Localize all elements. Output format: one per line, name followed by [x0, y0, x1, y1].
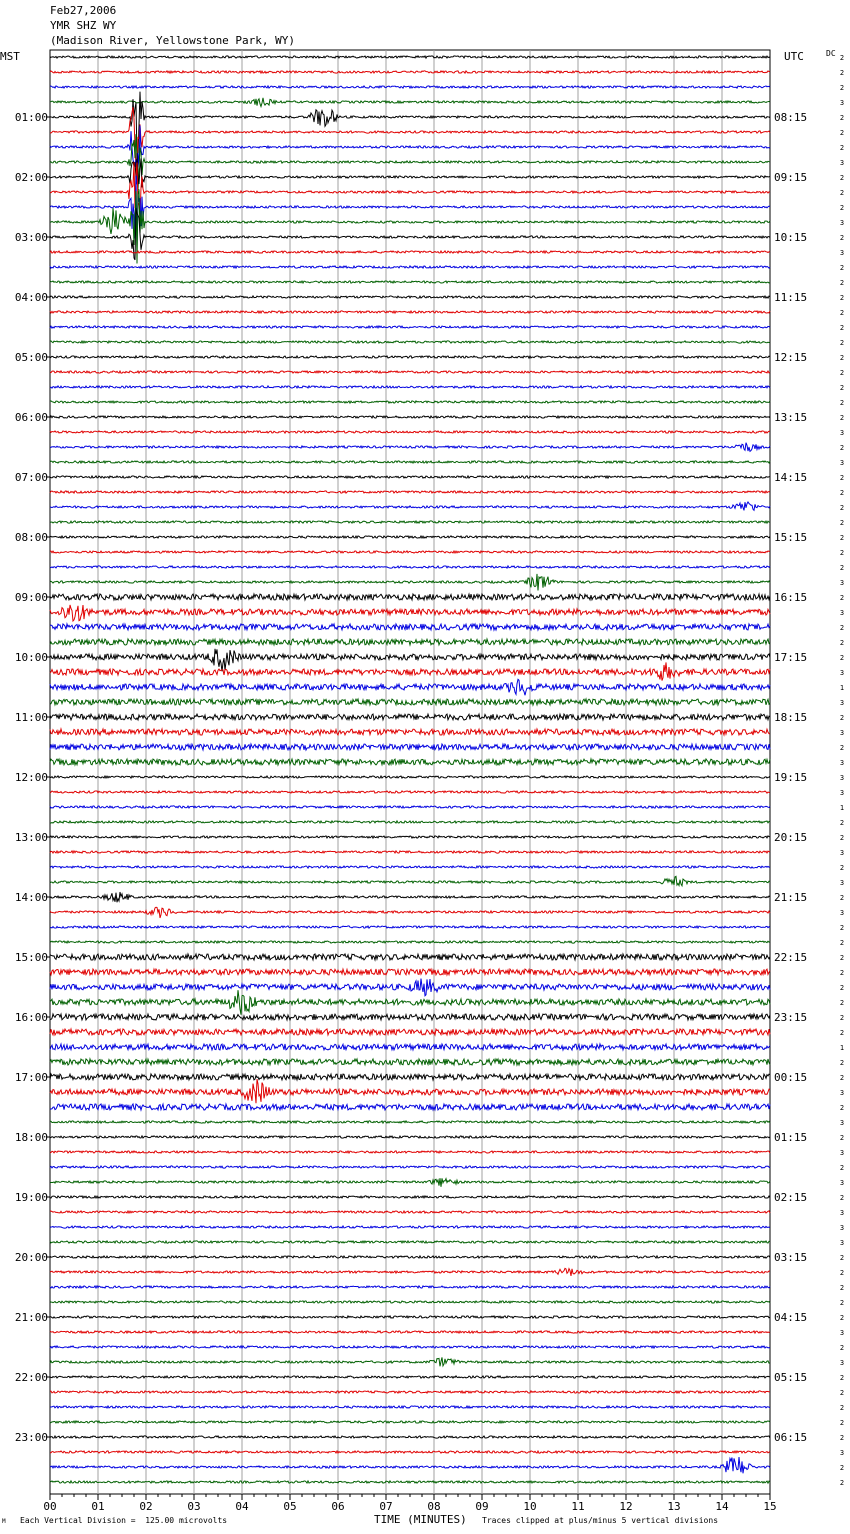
- trace-line: [50, 401, 770, 403]
- left-hour-label: 09:00: [14, 591, 48, 604]
- left-hour-label: 04:00: [14, 291, 48, 304]
- dc-value-label: 2: [839, 1419, 845, 1427]
- right-hour-label: 10:15: [774, 231, 808, 244]
- x-tick-label: 14: [715, 1500, 729, 1513]
- right-timezone-label: UTC: [784, 50, 804, 63]
- right-hour-label: 11:15: [774, 291, 808, 304]
- dc-value-label: 2: [839, 504, 845, 512]
- dc-value-label: 2: [839, 234, 845, 242]
- right-hour-label: 19:15: [774, 771, 808, 784]
- trace-line: [50, 574, 770, 591]
- dc-value-label: 2: [839, 744, 845, 752]
- right-hour-label: 20:15: [774, 831, 808, 844]
- trace-line: [50, 1481, 770, 1483]
- trace-line: [50, 1346, 770, 1348]
- dc-value-label: 2: [839, 84, 845, 92]
- dc-value-label: 3: [839, 909, 845, 917]
- x-tick-label: 04: [235, 1500, 249, 1513]
- right-hour-label: 12:15: [774, 351, 808, 364]
- dc-value-label: 2: [839, 204, 845, 212]
- dc-value-label: 2: [839, 999, 845, 1007]
- trace-line: [50, 594, 770, 600]
- right-hour-label: 23:15: [774, 1011, 808, 1024]
- trace-line: [50, 536, 770, 538]
- header-station: YMR SHZ WY: [50, 19, 117, 32]
- dc-value-label: 3: [839, 609, 845, 617]
- left-hour-label: 15:00: [14, 951, 48, 964]
- left-hour-label: 13:00: [14, 831, 48, 844]
- dc-value-label: 3: [839, 1209, 845, 1217]
- trace-line: [50, 729, 770, 735]
- right-hour-label: 15:15: [774, 531, 808, 544]
- dc-value-label: 2: [839, 1299, 845, 1307]
- trace-line: [50, 662, 770, 680]
- dc-value-label: 2: [839, 294, 845, 302]
- right-hour-label: 01:15: [774, 1131, 808, 1144]
- trace-line: [50, 86, 770, 88]
- x-tick-label: 05: [283, 1500, 297, 1513]
- trace-line: [50, 1014, 770, 1020]
- left-hour-label: 11:00: [14, 711, 48, 724]
- trace-line: [50, 1044, 770, 1050]
- dc-value-label: 2: [839, 924, 845, 932]
- x-tick-label: 00: [43, 1500, 57, 1513]
- right-hour-label: 16:15: [774, 591, 808, 604]
- x-tick-label: 06: [331, 1500, 345, 1513]
- trace-line: [50, 979, 770, 996]
- trace-line: [50, 356, 770, 358]
- right-hour-label: 18:15: [774, 711, 808, 724]
- trace-line: [50, 56, 770, 58]
- left-hour-label: 02:00: [14, 171, 48, 184]
- trace-line: [50, 714, 770, 720]
- dc-value-label: 3: [839, 1149, 845, 1157]
- dc-value-label: 3: [839, 669, 845, 677]
- dc-value-label: 2: [839, 1059, 845, 1067]
- trace-line: [50, 521, 770, 523]
- right-hour-label: 08:15: [774, 111, 808, 124]
- dc-value-label: 3: [839, 1239, 845, 1247]
- x-tick-label: 15: [763, 1500, 777, 1513]
- trace-line: [50, 1357, 770, 1366]
- right-hour-label: 14:15: [774, 471, 808, 484]
- dc-value-label: 2: [839, 369, 845, 377]
- right-hour-label: 03:15: [774, 1251, 808, 1264]
- trace-line: [50, 1196, 770, 1198]
- header-location: (Madison River, Yellowstone Park, WY): [50, 34, 296, 47]
- left-hour-label: 23:00: [14, 1431, 48, 1444]
- dc-value-label: 2: [839, 969, 845, 977]
- left-hour-label: 21:00: [14, 1311, 48, 1324]
- dc-value-label: 2: [839, 1254, 845, 1262]
- right-hour-label: 00:15: [774, 1071, 808, 1084]
- dc-value-label: 2: [839, 1104, 845, 1112]
- trace-line: [50, 1166, 770, 1168]
- x-tick-label: 01: [91, 1500, 105, 1513]
- trace-line: [50, 679, 770, 695]
- right-hour-label: 04:15: [774, 1311, 808, 1324]
- trace-line: [50, 326, 770, 328]
- dc-value-label: 2: [839, 444, 845, 452]
- dc-value-label: 3: [839, 1449, 845, 1457]
- left-hour-label: 07:00: [14, 471, 48, 484]
- trace-line: [50, 776, 770, 778]
- dc-value-label: 3: [839, 159, 845, 167]
- trace-line: [50, 699, 770, 705]
- dc-value-label: 2: [839, 1194, 845, 1202]
- dc-value-label: 2: [839, 279, 845, 287]
- trace-line: [50, 605, 770, 621]
- trace-line: [50, 821, 770, 823]
- trace-line: [50, 443, 770, 452]
- trace-line: [50, 907, 770, 918]
- trace-line: [50, 806, 770, 808]
- trace-line: [50, 990, 770, 1015]
- trace-line: [50, 926, 770, 928]
- dc-value-label: 2: [839, 69, 845, 77]
- dc-label: DC: [826, 49, 836, 58]
- trace-line: [50, 1136, 770, 1138]
- x-tick-label: 11: [571, 1500, 585, 1513]
- dc-value-label: 2: [839, 1284, 845, 1292]
- trace-line: [50, 1029, 770, 1035]
- dc-value-label: 1: [839, 804, 845, 812]
- dc-value-label: 3: [839, 774, 845, 782]
- right-hour-label: 13:15: [774, 411, 808, 424]
- trace-line: [50, 876, 770, 886]
- trace-line: [50, 1331, 770, 1333]
- dc-value-label: 2: [839, 1344, 845, 1352]
- dc-value-label: 1: [839, 684, 845, 692]
- trace-line: [50, 1286, 770, 1288]
- trace-line: [50, 98, 770, 107]
- trace-line: [50, 1301, 770, 1303]
- trace-line: [50, 296, 770, 298]
- trace-line: [50, 1451, 770, 1453]
- left-hour-label: 18:00: [14, 1131, 48, 1144]
- dc-value-label: 2: [839, 324, 845, 332]
- dc-value-label: 3: [839, 1089, 845, 1097]
- trace-line: [50, 311, 770, 313]
- trace-line: [50, 476, 770, 478]
- left-hour-label: 16:00: [14, 1011, 48, 1024]
- dc-value-label: 3: [839, 729, 845, 737]
- dc-value-label: 3: [839, 759, 845, 767]
- dc-value-label: 3: [839, 579, 845, 587]
- right-hour-label: 21:15: [774, 891, 808, 904]
- left-hour-label: 17:00: [14, 1071, 48, 1084]
- trace-line: [50, 624, 770, 630]
- x-tick-label: 09: [475, 1500, 489, 1513]
- trace-line: [50, 1241, 770, 1243]
- trace-line: [50, 71, 770, 73]
- dc-value-label: 2: [839, 984, 845, 992]
- dc-value-label: 2: [839, 144, 845, 152]
- dc-value-label: 2: [839, 1314, 845, 1322]
- dc-value-label: 2: [839, 414, 845, 422]
- dc-value-label: 3: [839, 1359, 845, 1367]
- right-hour-label: 22:15: [774, 951, 808, 964]
- trace-line: [50, 566, 770, 568]
- dc-value-label: 2: [839, 564, 845, 572]
- dc-value-label: 2: [839, 309, 845, 317]
- dc-value-label: 3: [839, 429, 845, 437]
- x-tick-label: 02: [139, 1500, 153, 1513]
- dc-value-label: 2: [839, 489, 845, 497]
- left-hour-label: 05:00: [14, 351, 48, 364]
- dc-value-label: 2: [839, 1074, 845, 1082]
- footer-mark: M: [2, 1518, 6, 1525]
- trace-line: [50, 371, 770, 373]
- dc-value-label: 3: [839, 699, 845, 707]
- trace-line: [50, 1104, 770, 1110]
- dc-value-label: 3: [839, 879, 845, 887]
- trace-line: [50, 1151, 770, 1153]
- trace-line: [50, 1256, 770, 1258]
- trace-line: [50, 491, 770, 493]
- trace-line: [50, 1226, 770, 1228]
- dc-value-label: 2: [839, 819, 845, 827]
- left-hour-label: 20:00: [14, 1251, 48, 1264]
- dc-value-label: 1: [839, 1044, 845, 1052]
- footer-scale: Each Vertical Division = 125.00 microvolts: [20, 1516, 228, 1525]
- dc-value-label: 2: [839, 654, 845, 662]
- dc-value-label: 2: [839, 1014, 845, 1022]
- dc-value-label: 2: [839, 834, 845, 842]
- right-hour-label: 06:15: [774, 1431, 808, 1444]
- dc-value-label: 2: [839, 1389, 845, 1397]
- trace-line: [50, 162, 770, 217]
- dc-value-label: 2: [839, 1269, 845, 1277]
- dc-value-label: 2: [839, 264, 845, 272]
- trace-line: [50, 1376, 770, 1378]
- dc-value-label: 2: [839, 354, 845, 362]
- dc-value-label: 2: [839, 1479, 845, 1487]
- header-date: Feb27,2006: [50, 4, 117, 17]
- left-hour-label: 03:00: [14, 231, 48, 244]
- x-tick-label: 10: [523, 1500, 537, 1513]
- trace-line: [50, 502, 770, 510]
- trace-line: [50, 1436, 770, 1438]
- left-timezone-label: MST: [0, 50, 20, 63]
- trace-line: [50, 1391, 770, 1393]
- dc-value-label: 3: [839, 849, 845, 857]
- dc-value-label: 2: [839, 939, 845, 947]
- left-hour-label: 19:00: [14, 1191, 48, 1204]
- dc-value-label: 2: [839, 639, 845, 647]
- trace-line: [50, 266, 770, 268]
- right-hour-label: 09:15: [774, 171, 808, 184]
- footer-clip-note: Traces clipped at plus/minus 5 vertical divisions: [482, 1516, 719, 1525]
- trace-line: [50, 134, 770, 190]
- dc-value-label: 2: [839, 1464, 845, 1472]
- dc-value-label: 2: [839, 1374, 845, 1382]
- dc-value-label: 3: [839, 789, 845, 797]
- trace-line: [50, 941, 770, 943]
- trace-line: [50, 386, 770, 388]
- dc-value-label: 2: [839, 894, 845, 902]
- dc-value-label: 2: [839, 474, 845, 482]
- dc-value-label: 2: [839, 399, 845, 407]
- dc-value-label: 2: [839, 549, 845, 557]
- dc-value-label: 3: [839, 459, 845, 467]
- dc-value-label: 3: [839, 1224, 845, 1232]
- dc-value-label: 2: [839, 1134, 845, 1142]
- left-hour-label: 01:00: [14, 111, 48, 124]
- x-tick-label: 08: [427, 1500, 441, 1513]
- left-hour-label: 12:00: [14, 771, 48, 784]
- left-hour-label: 08:00: [14, 531, 48, 544]
- dc-value-label: 2: [839, 114, 845, 122]
- dc-value-label: 3: [839, 249, 845, 257]
- trace-line: [50, 836, 770, 838]
- dc-value-label: 3: [839, 99, 845, 107]
- dc-value-label: 2: [839, 534, 845, 542]
- trace-line: [50, 1079, 770, 1103]
- trace-line: [50, 1211, 770, 1213]
- trace-line: [50, 551, 770, 553]
- trace-line: [50, 431, 770, 433]
- dc-value-label: 2: [839, 594, 845, 602]
- trace-line: [50, 969, 770, 975]
- trace-line: [50, 153, 770, 187]
- trace-line: [50, 639, 770, 645]
- dc-value-label: 2: [839, 129, 845, 137]
- trace-line: [50, 649, 770, 672]
- dc-value-label: 2: [839, 1164, 845, 1172]
- trace-line: [50, 1178, 770, 1187]
- trace-line: [50, 1457, 770, 1473]
- left-hour-label: 14:00: [14, 891, 48, 904]
- right-hour-label: 05:15: [774, 1371, 808, 1384]
- dc-value-label: 2: [839, 1404, 845, 1412]
- dc-value-label: 2: [839, 519, 845, 527]
- dc-value-label: 2: [839, 624, 845, 632]
- right-hour-label: 02:15: [774, 1191, 808, 1204]
- trace-line: [50, 892, 770, 902]
- dc-value-label: 2: [839, 384, 845, 392]
- dc-value-label: 3: [839, 1179, 845, 1187]
- trace-line: [50, 1121, 770, 1123]
- x-axis-title: TIME (MINUTES): [374, 1513, 467, 1526]
- trace-line: [50, 1059, 770, 1065]
- dc-value-label: 2: [839, 189, 845, 197]
- dc-value-label: 2: [839, 1029, 845, 1037]
- left-hour-label: 10:00: [14, 651, 48, 664]
- trace-line: [50, 1406, 770, 1408]
- dc-value-label: 2: [839, 1434, 845, 1442]
- dc-value-label: 2: [839, 714, 845, 722]
- dc-value-label: 2: [839, 864, 845, 872]
- right-hour-label: 17:15: [774, 651, 808, 664]
- trace-line: [50, 759, 770, 765]
- trace-line: [50, 744, 770, 750]
- x-tick-label: 13: [667, 1500, 681, 1513]
- left-hour-label: 06:00: [14, 411, 48, 424]
- dc-value-label: 2: [839, 954, 845, 962]
- trace-line: [50, 281, 770, 283]
- trace-line: [50, 866, 770, 868]
- trace-line: [50, 1268, 770, 1276]
- trace-line: [50, 251, 770, 253]
- trace-line: [50, 1421, 770, 1423]
- dc-value-label: 3: [839, 1329, 845, 1337]
- dc-value-label: 2: [839, 54, 845, 62]
- trace-line: [50, 1074, 770, 1080]
- trace-line: [50, 851, 770, 853]
- dc-value-label: 2: [839, 174, 845, 182]
- trace-line: [50, 341, 770, 343]
- trace-line: [50, 954, 770, 960]
- trace-line: [50, 1316, 770, 1318]
- trace-line: [50, 791, 770, 793]
- trace-line: [50, 416, 770, 418]
- trace-line: [50, 461, 770, 463]
- dc-value-label: 3: [839, 219, 845, 227]
- x-tick-label: 12: [619, 1500, 633, 1513]
- dc-value-label: 3: [839, 1119, 845, 1127]
- dc-value-label: 2: [839, 339, 845, 347]
- left-hour-label: 22:00: [14, 1371, 48, 1384]
- x-tick-label: 03: [187, 1500, 201, 1513]
- x-tick-label: 07: [379, 1500, 393, 1513]
